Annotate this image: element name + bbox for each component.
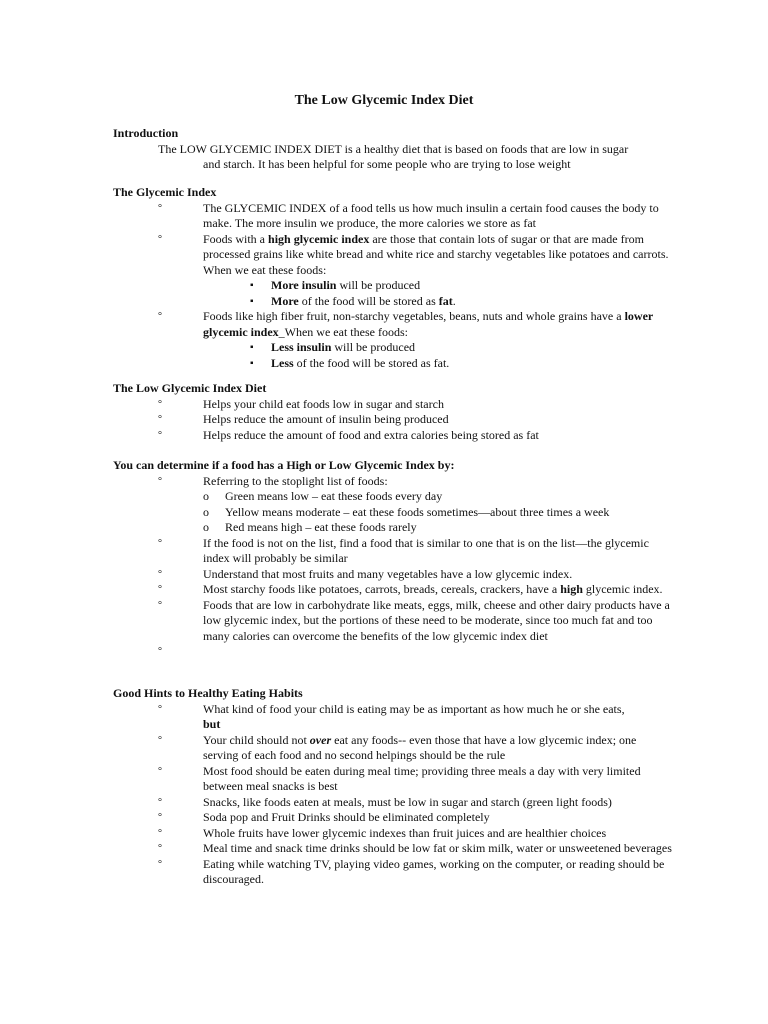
- bullet-icon: °: [158, 568, 162, 580]
- intro-line-1: The LOW GLYCEMIC INDEX DIET is a healthy diet that is based on foods that are low in sugar: [158, 141, 629, 156]
- list-item: ° The GLYCEMIC INDEX of a food tells us how much insulin a certain food causes the body to make. The more insulin we produce, the more calories we store as fat: [158, 200, 659, 230]
- intro-heading: Introduction: [113, 126, 179, 140]
- bullet-icon: °: [158, 796, 162, 808]
- sub-list-item: ▪ More insulin will be produced: [250, 278, 421, 292]
- list-item: ° Your child should not over eat any foods-- even those that have a low glycemic index; one serving of each food and no second helpings should be the rule: [158, 732, 637, 762]
- bullet-icon: °: [158, 812, 162, 823]
- bullet-icon: °: [158, 537, 162, 549]
- bullet-icon: °: [158, 311, 162, 322]
- square-bullet-icon: ▪: [250, 295, 254, 307]
- bullet-icon: °: [158, 827, 162, 839]
- glycemic-index-section: [113, 185, 673, 371]
- bullet-icon: °: [158, 858, 162, 870]
- list-item: ° What kind of food your child is eating may be as important as how much he or she eats, but: [158, 701, 625, 731]
- hints-section: [113, 686, 673, 888]
- sub-list-item: o Green means low – eat these foods every day: [203, 489, 443, 503]
- bullet-icon: °: [158, 233, 162, 245]
- list-item: ° Meal time and snack time drinks should be low fat or skim milk, water or unsweetened beverages: [158, 841, 672, 855]
- sub-list-item: ▪ More of the food will be stored as fat.: [250, 293, 456, 308]
- list-item: ° Snacks, like foods eaten at meals, must be low in sugar and starch (green light foods): [158, 794, 612, 809]
- determine-heading: You can determine if a food has a High or Low Glycemic Index by:: [113, 458, 455, 472]
- list-item: ° Eating while watching TV, playing video games, working on the computer, or reading should be discouraged.: [158, 856, 665, 886]
- list-item: ° Foods that are low in carbohydrate like meats, eggs, milk, cheese and other dairy products have a low glycemic index, but the portions of these need to be moderate, since too much fat and too many calories can overcome the benefits of the low glycemic index diet: [158, 597, 670, 643]
- bullet-icon: °: [158, 584, 162, 595]
- list-item: ° Whole fruits have lower glycemic indexes than fruit juices and are healthier choices: [158, 825, 607, 840]
- list-item: ° Most starchy foods like potatoes, carrots, breads, cereals, crackers, have a high glycemic index.: [158, 582, 663, 596]
- list-item: ° Helps your child eat foods low in sugar and starch: [158, 396, 444, 411]
- bullet-icon: °: [158, 398, 162, 410]
- circle-bullet-icon: o: [203, 504, 209, 519]
- list-item: ° Referring to the stoplight list of foods:: [158, 473, 388, 488]
- list-item: ° Foods with a high glycemic index are those that contain lots of sugar or that are made from processed grains like white bread and white rice and starchy vegetables like potatoes and carrots. When we eat these foods:: [158, 231, 669, 277]
- list-item: ° Understand that most fruits and many vegetables have a low glycemic index.: [158, 566, 573, 581]
- bullet-icon: °: [158, 646, 162, 657]
- bullet-icon: °: [158, 599, 162, 611]
- sub-list-item: o Red means high – eat these foods rarely: [203, 520, 417, 534]
- list-item: ° Helps reduce the amount of insulin being produced: [158, 412, 449, 426]
- bullet-icon: °: [158, 429, 162, 441]
- list-item: ° If the food is not on the list, find a food that is similar to one that is on the list—the glycemic index will probably be similar: [158, 535, 649, 565]
- glycemic-index-heading: The Glycemic Index: [113, 185, 217, 199]
- bullet-icon: °: [158, 202, 162, 214]
- document-title: The Low Glycemic Index Diet: [294, 93, 474, 108]
- intro-line-2: and starch. It has been helpful for some people who are trying to lose weight: [203, 157, 571, 171]
- hints-heading: Good Hints to Healthy Eating Habits: [113, 686, 303, 700]
- list-item: ° Most food should be eaten during meal time; providing three meals a day with very limited between meal snacks is best: [158, 763, 641, 793]
- bullet-icon: °: [158, 414, 162, 425]
- bullet-icon: °: [158, 703, 162, 715]
- list-item: [113, 644, 673, 660]
- bullet-icon: °: [158, 765, 162, 777]
- bullet-icon: °: [158, 843, 162, 854]
- sub-list-item: ▪ Less insulin will be produced: [250, 340, 416, 354]
- intro-paragraph: [113, 142, 673, 173]
- list-item: ° Helps reduce the amount of food and extra calories being stored as fat: [158, 427, 539, 442]
- determine-section: [113, 458, 673, 660]
- low-gi-diet-heading: The Low Glycemic Index Diet: [113, 381, 267, 395]
- bullet-icon: °: [158, 734, 162, 746]
- bullet-icon: °: [158, 475, 162, 487]
- list-item: ° Foods like high fiber fruit, non-starchy vegetables, beans, nuts and whole grains have a lower glycemic index_When we eat these foods:: [158, 309, 653, 339]
- low-gi-diet-section: [113, 381, 673, 443]
- list-item: ° Soda pop and Fruit Drinks should be eliminated completely: [158, 810, 490, 824]
- circle-bullet-icon: o: [203, 489, 209, 503]
- square-bullet-icon: ▪: [250, 342, 254, 353]
- square-bullet-icon: ▪: [250, 357, 254, 369]
- sub-list-item: o Yellow means moderate – eat these foods sometimes—about three times a week: [203, 504, 610, 519]
- square-bullet-icon: ▪: [250, 280, 254, 291]
- sub-list-item: ▪ Less of the food will be stored as fat.: [250, 355, 450, 370]
- intro-section: [113, 126, 673, 173]
- circle-bullet-icon: o: [203, 520, 209, 534]
